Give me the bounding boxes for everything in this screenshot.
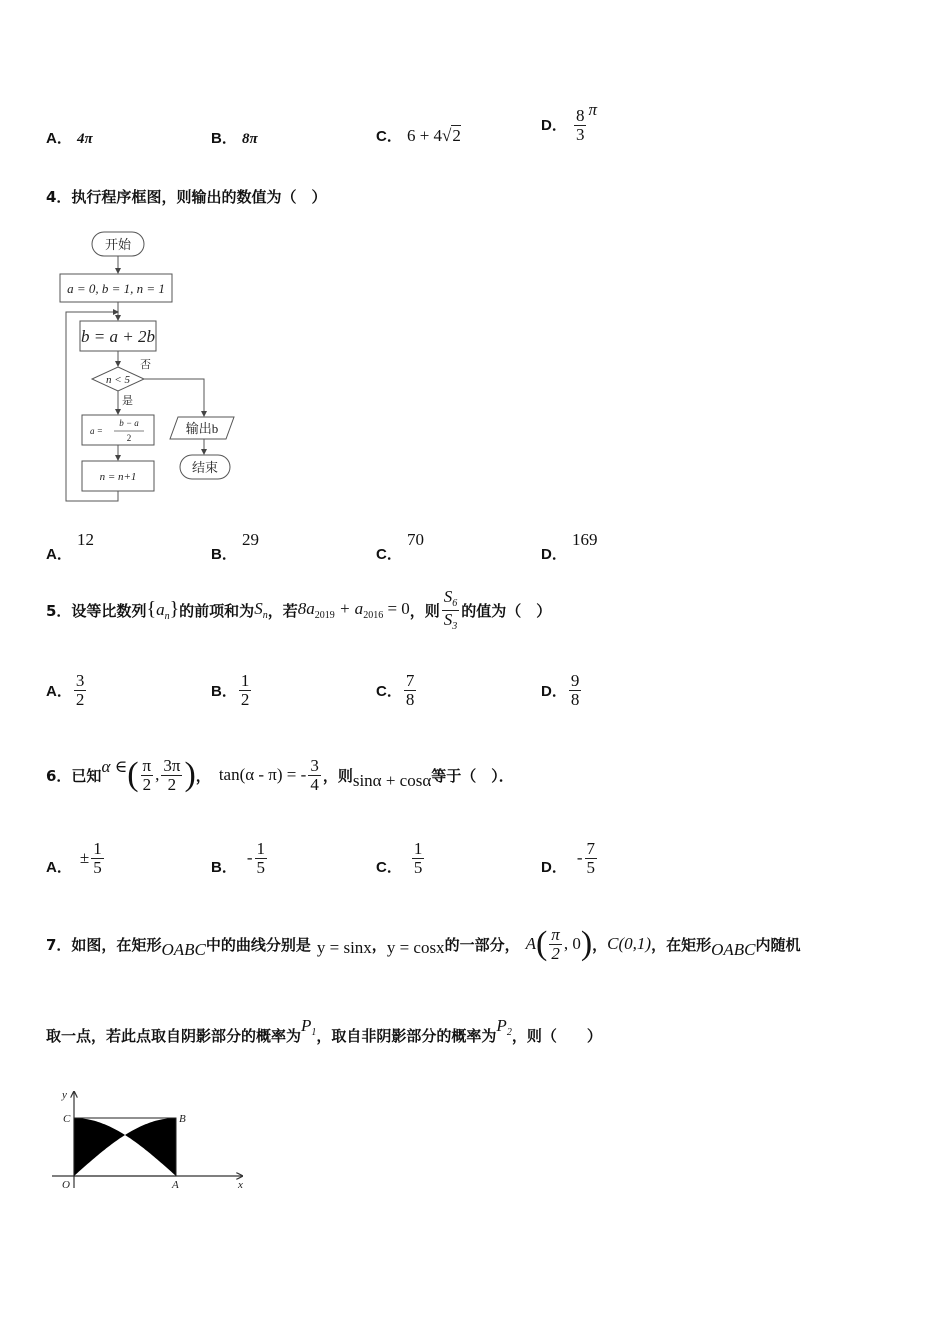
point-o-label: O bbox=[62, 1179, 70, 1191]
q3-option-b[interactable] bbox=[211, 127, 258, 148]
q4-stem: 4．执行程序框图，则输出的数值为（ ） bbox=[46, 188, 327, 206]
flow-no-label: 否 bbox=[140, 359, 151, 371]
option-value: $\frac{8}{3}$ π bbox=[575, 100, 597, 144]
option-value: 4π bbox=[76, 131, 93, 147]
option-value: 8π bbox=[241, 131, 258, 147]
q7-stem-line1: 7．如图，在矩形 OABC 中的曲线分别是 y = sinx ， y = cosx 的一部分， A ( $\frac{\pi}{2}$ , 0 ) ， C(0,1) ，在矩形 OABC 内随机 bbox=[46, 925, 801, 963]
option-value: $\frac{1}{2}$ bbox=[240, 671, 250, 709]
flow-assign-a-den: 2 bbox=[126, 433, 132, 443]
q3-option-d[interactable] bbox=[541, 100, 597, 143]
q6-stem: 6．已知 α ∈ ( $\frac{\pi}{2}$ , $\frac{3\pi}{2}$ ) ， tan(α - π) = - $\frac{3}{4}$ ，则 sinα + cosα 等于（ ）． bbox=[46, 756, 514, 794]
option-letter: D． bbox=[541, 858, 567, 876]
option-value: 6 + 4√2 bbox=[406, 126, 461, 145]
option-letter: D． bbox=[541, 546, 567, 563]
flow-increment-label: n = n+1 bbox=[99, 471, 137, 483]
option-letter: C． bbox=[376, 858, 402, 876]
option-sign: - bbox=[576, 848, 583, 868]
option-value: $\frac{1}{5}$ bbox=[413, 839, 423, 877]
q6-option-d[interactable] bbox=[541, 840, 599, 877]
q4-option-a[interactable] bbox=[46, 530, 94, 564]
option-letter: B． bbox=[211, 546, 237, 563]
q5-option-c[interactable] bbox=[376, 672, 418, 709]
option-value: 70 bbox=[406, 530, 424, 549]
option-sign: ± bbox=[79, 848, 90, 868]
flow-condition-label: n < 5 bbox=[106, 374, 130, 386]
q5-stem: 5．设等比数列 $\{a_n\}$ 的前项和为 $S_n$ ，若 $8a_{2019} + a_{2016} = 0$ ，则 $\frac{S_6}{S_3}$ 的值为（ ） bbox=[46, 587, 552, 632]
flow-assign-a-left: a = bbox=[90, 426, 103, 436]
option-letter: D． bbox=[541, 682, 567, 700]
option-letter: B． bbox=[211, 858, 237, 876]
option-value: $\frac{7}{5}$ bbox=[586, 839, 596, 877]
q5-option-a[interactable] bbox=[46, 672, 88, 709]
q4-option-d[interactable] bbox=[541, 530, 597, 564]
flow-end-label: 结束 bbox=[191, 460, 219, 475]
flow-start-label: 开始 bbox=[104, 237, 132, 252]
option-value: 29 bbox=[241, 530, 259, 549]
shaded-region bbox=[74, 1118, 176, 1176]
x-axis-label: x bbox=[238, 1179, 243, 1191]
flow-assign-a-num: b − a bbox=[119, 418, 139, 428]
flow-assign-b-label: b = a + 2b bbox=[81, 327, 155, 346]
option-value: $\frac{1}{5}$ bbox=[256, 839, 266, 877]
option-letter: A． bbox=[46, 858, 72, 876]
point-c-label: C bbox=[63, 1113, 71, 1125]
flow-output-label: 输出b bbox=[185, 421, 219, 436]
option-letter: B． bbox=[211, 130, 237, 147]
q6-option-a[interactable] bbox=[46, 840, 106, 877]
option-value: $\frac{3}{2}$ bbox=[75, 671, 85, 709]
q4-option-c[interactable] bbox=[376, 530, 424, 564]
option-letter: B． bbox=[211, 682, 237, 700]
option-value: $\frac{9}{8}$ bbox=[570, 671, 580, 709]
option-letter: C． bbox=[376, 128, 402, 145]
q6-option-b[interactable] bbox=[211, 840, 269, 877]
option-letter: A． bbox=[46, 130, 72, 147]
q4-option-b[interactable] bbox=[211, 530, 259, 564]
option-letter: A． bbox=[46, 682, 72, 700]
option-letter: A． bbox=[46, 546, 72, 563]
option-value: 12 bbox=[76, 530, 94, 549]
y-axis-label: y bbox=[62, 1089, 67, 1101]
point-b-label: B bbox=[179, 1113, 186, 1125]
flow-init-label: a = 0, b = 1, n = 1 bbox=[67, 281, 165, 296]
option-sign: - bbox=[246, 848, 253, 868]
q3-option-a[interactable] bbox=[46, 127, 93, 148]
option-value: $\frac{1}{5}$ bbox=[93, 839, 102, 877]
q5-option-b[interactable] bbox=[211, 672, 253, 709]
option-value: $\frac{7}{8}$ bbox=[405, 671, 415, 709]
q7-figure bbox=[46, 1084, 256, 1194]
q6-option-c[interactable] bbox=[376, 840, 426, 877]
q5-option-d[interactable] bbox=[541, 672, 583, 709]
q3-option-c[interactable] bbox=[376, 125, 461, 146]
option-letter: D． bbox=[541, 117, 567, 134]
option-value: 169 bbox=[571, 530, 598, 549]
option-letter: C． bbox=[376, 682, 402, 700]
q4-flowchart bbox=[56, 228, 256, 512]
option-letter: C． bbox=[376, 546, 402, 563]
flow-yes-label: 是 bbox=[122, 395, 133, 407]
q7-stem-line2: 取一点，若此点取自阴影部分的概率为 $P_1$ ，取自非阴影部分的概率为 $P_2$ ，则（ ） bbox=[46, 1016, 602, 1045]
point-a-label: A bbox=[172, 1179, 179, 1191]
